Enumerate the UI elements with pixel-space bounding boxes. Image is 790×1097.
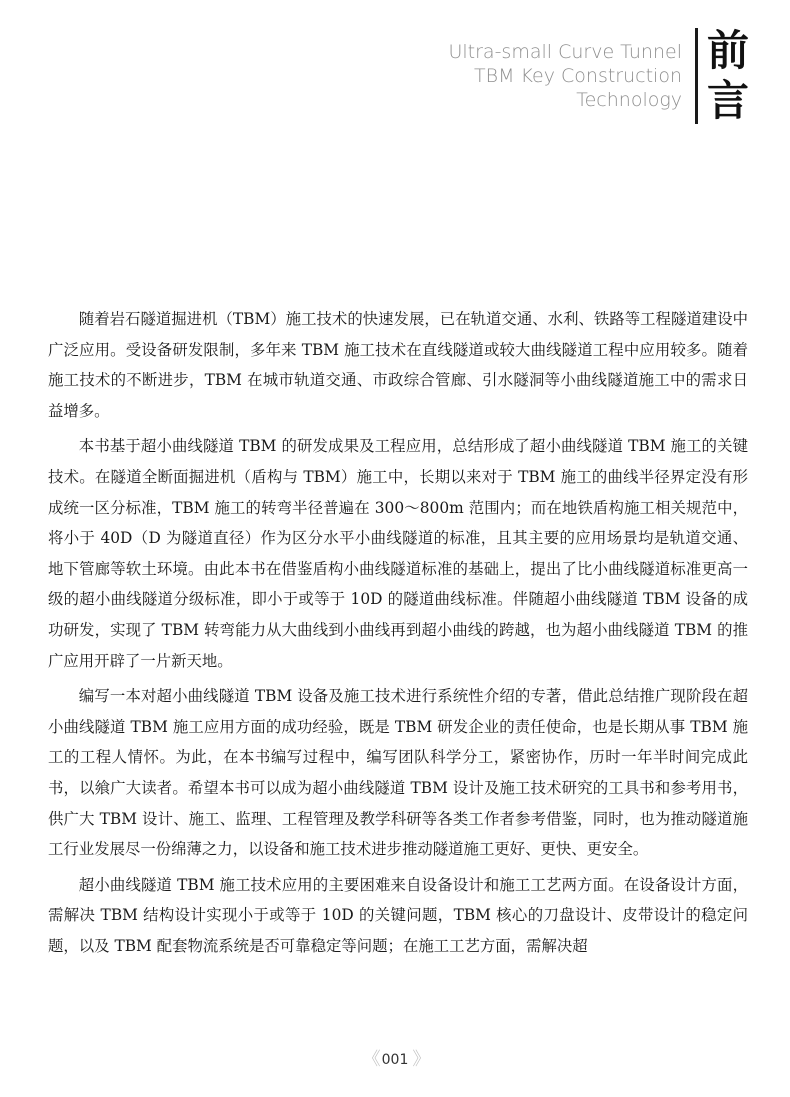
header-title-en-line: TBM Key Construction [474, 65, 682, 87]
paragraph: 随着岩石隧道掘进机（TBM）施工技术的快速发展，已在轨道交通、水利、铁路等工程隧道建设中广泛应用。受设备研发限制，多年来 TBM 施工技术在直线隧道或较大曲线隧道工程中应用较多。随着施工技术的不断进步，TBM 在城市轨道交通、市政综合管廊、引水隧洞等小曲线隧道施工中的需求日益增多。 [48, 310, 748, 420]
header-title-en-line: Technology [576, 89, 682, 111]
left-bracket-icon: 《 [362, 1049, 378, 1070]
chapter-title [703, 26, 753, 126]
page-number: 001 [381, 1052, 409, 1068]
header-title-en [362, 40, 682, 112]
header-title-en-line: Ultra-small Curve Tunnel [448, 41, 682, 63]
right-bracket-icon: 》 [412, 1049, 428, 1070]
paragraph: 本书基于超小曲线隧道 TBM 的研发成果及工程应用，总结形成了超小曲线隧道 TBM 施工的关键技术。在隧道全断面掘进机（盾构与 TBM）施工中，长期以来对于 TBM 施工的曲线半径界定没有形成统一区分标准，TBM 施工的转弯半径普遍在 300～800m 范围内；而在地铁盾构施工相关规范中，将小于 40D（D 为隧道直径）作为区分水平小曲线隧道的标准，且其主要的应用场景均是轨道交通、地下管廊等软土环境。由此本书在借鉴盾构小曲线隧道标准的基础上，提出了比小曲线隧道标准更高一级的超小曲线隧道分级标准，即小于或等于 10D 的隧道曲线标准。伴随超小曲线隧道 TBM 设备的成功研发，实现了 TBM 转弯能力从大曲线到小曲线再到超小曲线的跨越，也为超小曲线隧道 TBM 的推广应用开辟了一片新天地。 [48, 437, 748, 670]
paragraph: 编写一本对超小曲线隧道 TBM 设备及施工技术进行系统性介绍的专著，借此总结推广现阶段在超小曲线隧道 TBM 施工应用方面的成功经验，既是 TBM 研发企业的责任使命，也是长期从事 TBM 施工的工程人情怀。为此，在本书编写过程中，编写团队科学分工，紧密协作，历时一年半时间完成此书，以飨广大读者。希望本书可以成为超小曲线隧道 TBM 设计及施工技术研究的工具书和参考用书，供广大 TBM 设计、施工、监理、工程管理及教学科研等各类工作者参考借鉴，同时，也为推动隧道施工行业发展尽一份绵薄之力，以设备和施工技术进步推动隧道施工更好、更快、更安全。 [48, 687, 748, 859]
preface-body [48, 304, 748, 966]
paragraph: 超小曲线隧道 TBM 施工技术应用的主要困难来自设备设计和施工工艺两方面。在设备设计方面，需解决 TBM 结构设计实现小于或等于 10D 的关键问题，TBM 核心的刀盘设计、皮带设计的稳定问题，以及 TBM 配套物流系统是否可靠稳定等问题；在施工工艺方面，需解决超 [48, 875, 748, 955]
chapter-title-char: 言 [706, 76, 749, 125]
page-footer [0, 1045, 790, 1071]
header-divider [695, 28, 698, 124]
chapter-title-char: 前 [706, 26, 749, 75]
